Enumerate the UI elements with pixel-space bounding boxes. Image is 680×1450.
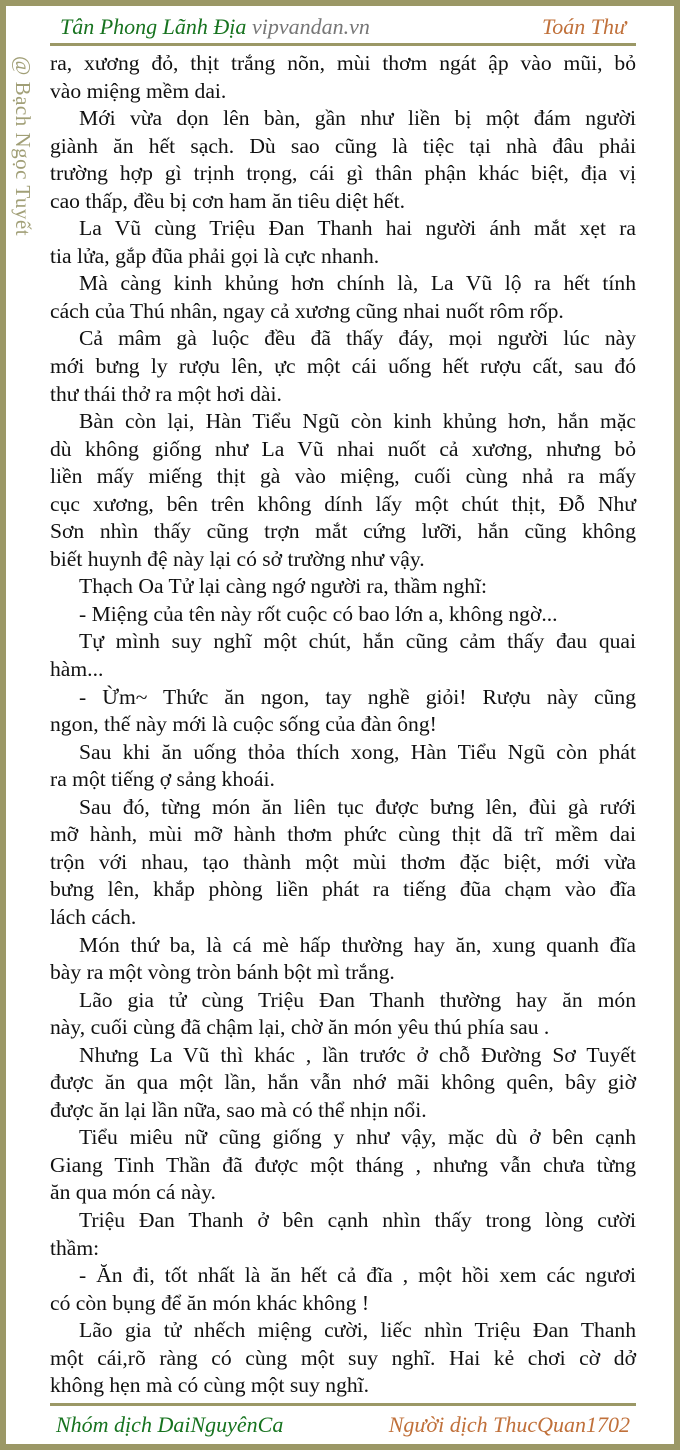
watermark-text: @ Bạch Ngọc Tuyết: [11, 56, 35, 237]
text-line: Tiểu miêu nữ cũng giống y như vậy, mặc dù ở bên cạnh: [79, 1125, 636, 1150]
text-line: ra, xương đỏ, thịt trắng nõn, mùi thơm ngát ập vào mũi, bỏ: [50, 51, 636, 75]
page-footer: [56, 1408, 630, 1442]
text-line: Sau đó, từng món ăn liên tục được bưng lên, đùi gà rưới: [79, 794, 636, 819]
page-header: [56, 10, 630, 44]
text-line: vào miệng mềm dai.: [50, 78, 227, 103]
paragraph: [50, 1207, 636, 1262]
text-line: tia lửa, gắp đũa phải gọi là cực nhanh.: [50, 243, 380, 268]
text-line: có còn bụng để ăn món khác không !: [50, 1290, 370, 1315]
text-line: trường hợp gì trịnh trọng, cái gì thân phận khác biệt, địa vị: [50, 161, 636, 186]
paragraph: [50, 1042, 636, 1125]
text-line: thư thái thở ra một hơi dài.: [50, 381, 282, 406]
text-line: Mới vừa dọn lên bàn, gần như liền bị một đám người: [79, 106, 636, 131]
paragraph: [50, 1124, 636, 1207]
text-line: giành ăn hết sạch. Dù sao cũng là tiệc tại nhà đâu phải: [50, 133, 636, 158]
text-line: được ăn lại lần nữa, sao mà có thể nhịn nổi.: [50, 1097, 427, 1122]
text-line: Thạch Oa Tử lại càng ngớ người ra, thầm nghĩ:: [79, 574, 488, 599]
paragraph: [50, 1317, 636, 1400]
text-line: bưng lên, khắp phòng liền phát ra tiếng đũa chạm vào đĩa: [50, 877, 636, 902]
text-line: hàm...: [50, 657, 104, 682]
paragraph: [50, 987, 636, 1042]
text-line: Mà càng kinh khủng hơn chính là, La Vũ lộ ra hết tính: [79, 271, 636, 296]
text-line: ngon, thế này mới là cuộc sống của đàn ông!: [50, 712, 437, 737]
watermark-sidebar: [10, 56, 36, 286]
translator-name: Người dịch ThucQuan1702: [388, 1412, 630, 1437]
text-line: thầm:: [50, 1235, 100, 1260]
text-line: này, cuối cùng đã chậm lại, chờ ăn món yêu thú phía sau .: [50, 1015, 550, 1040]
text-line: cục xương, bên trên không dính lấy một chút thịt, Đỗ Như: [50, 491, 636, 516]
text-line: Tự mình suy nghĩ một chút, hắn cũng cảm thấy đau quai: [79, 629, 636, 654]
paragraph: [50, 932, 636, 987]
paragraph: [50, 794, 636, 932]
text-line: biết huynh đệ này lại có sở trường như vậy.: [50, 546, 425, 571]
text-line: Lão gia tử nhếch miệng cười, liếc nhìn Triệu Đan Thanh: [79, 1318, 636, 1343]
chapter-body: [50, 50, 636, 1400]
paragraph: [50, 325, 636, 408]
author-name: Toán Thư: [542, 14, 626, 39]
text-line: mỡ hành, mùi mỡ hành thơm phức cùng thịt dã trĩ mềm dai: [50, 822, 636, 847]
text-line: không hẹn mà có cùng một suy nghĩ.: [50, 1373, 370, 1398]
paragraph: [50, 408, 636, 573]
paragraph: [50, 628, 636, 683]
text-line: dù không giống như La Vũ nhai nuốt cả xương, nhưng bỏ: [50, 436, 636, 461]
text-line: ăn qua món cá này.: [50, 1180, 216, 1205]
page: [6, 6, 674, 1444]
paragraph: [50, 50, 636, 105]
site-name: vipvandan.vn: [252, 14, 370, 39]
paragraph: [50, 739, 636, 794]
paragraph: [50, 684, 636, 739]
header-divider: [50, 43, 636, 46]
text-line: được ăn qua một lần, hắn vẫn nhớ mãi không quên, bây giờ: [50, 1070, 636, 1095]
text-line: Nhưng La Vũ thì khác , lần trước ở chỗ Đường Sơ Tuyết: [79, 1042, 636, 1067]
text-line: Sau khi ăn uống thỏa thích xong, Hàn Tiểu Ngũ còn phát: [79, 739, 636, 764]
paragraph: [50, 270, 636, 325]
text-line: Giang Tinh Thần đã được một tháng , nhưng vẫn chưa từng: [50, 1152, 636, 1177]
paragraph: [50, 573, 636, 601]
text-line: - Ăn đi, tốt nhất là ăn hết cả đĩa , một hồi xem các ngươi: [79, 1263, 636, 1288]
text-line: - Miệng của tên này rốt cuộc có bao lớn a, không ngờ...: [79, 601, 558, 626]
text-line: lách cách.: [50, 904, 137, 929]
text-line: Cả mâm gà luộc đều đã thấy đáy, mọi người lúc này: [79, 326, 636, 351]
text-line: Sơn nhìn thấy cũng trợn mắt cứng lưỡi, hắn cũng không: [50, 519, 636, 544]
story-title: Tân Phong Lãnh Địa: [60, 14, 247, 39]
paragraph: [50, 215, 636, 270]
paragraph: [50, 1262, 636, 1317]
text-line: bày ra một vòng tròn bánh bột mì trắng.: [50, 960, 395, 985]
paragraph: [50, 601, 636, 629]
text-line: cao thấp, đều bị cơn ham ăn tiêu diệt hết.: [50, 188, 405, 213]
text-line: mới bưng ly rượu lên, ực một cái uống hết rượu cất, sau đó: [50, 354, 636, 379]
footer-divider: [50, 1403, 636, 1406]
text-line: trộn với nhau, tạo thành một mùi thơm đặc biệt, mới vừa: [50, 849, 636, 874]
text-line: ra một tiếng ợ sảng khoái.: [50, 767, 275, 792]
text-line: Món thứ ba, là cá mè hấp thường hay ăn, xung quanh đĩa: [79, 932, 636, 957]
text-line: Bàn còn lại, Hàn Tiểu Ngũ còn kinh khủng hơn, hắn mặc: [79, 409, 636, 434]
text-line: - Ừm~ Thức ăn ngon, tay nghề giỏi! Rượu này cũng: [79, 684, 636, 709]
text-line: liền mấy miếng thịt gà vào miệng, cuối cùng nhả ra mấy: [50, 464, 636, 489]
text-line: cách của Thú nhân, ngay cả xương cũng nhai nuốt rôm rốp.: [50, 298, 564, 323]
text-line: Lão gia tử cùng Triệu Đan Thanh thường hay ăn món: [79, 987, 636, 1012]
text-line: một cái,rõ ràng có cùng một suy nghĩ. Hai kẻ chơi cờ dở: [50, 1345, 636, 1370]
text-line: Triệu Đan Thanh ở bên cạnh nhìn thấy trong lòng cười: [79, 1207, 636, 1232]
text-line: La Vũ cùng Triệu Đan Thanh hai người ánh mắt xẹt ra: [79, 216, 636, 241]
translation-group: Nhóm dịch DaiNguyênCa: [56, 1412, 284, 1437]
paragraph: [50, 105, 636, 215]
